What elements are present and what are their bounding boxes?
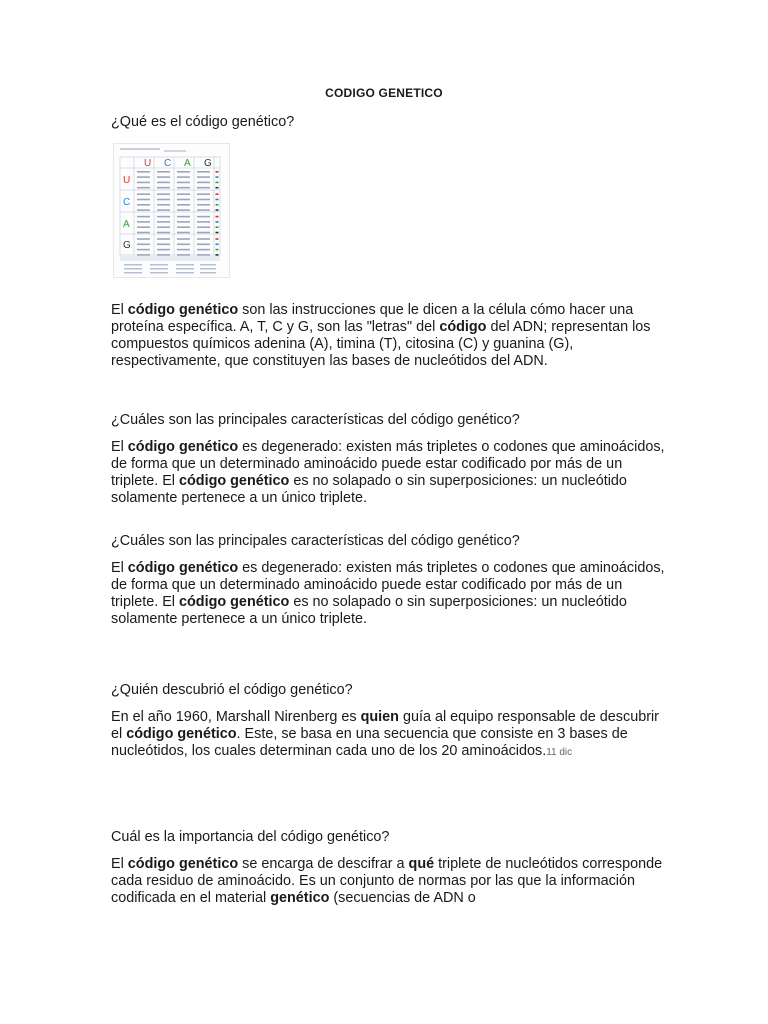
codon-cell-text [137, 182, 150, 184]
codon-right-letter [216, 249, 219, 251]
codon-right-letter [216, 193, 219, 195]
codon-cell-text [197, 238, 210, 240]
codon-cell-text [197, 209, 210, 211]
codon-cell-text [137, 226, 150, 228]
codon-cell-text [157, 232, 170, 234]
question-importance: Cuál es la importancia del código genético? [111, 829, 390, 845]
codon-right-letter [216, 216, 219, 218]
codon-cell-text [177, 176, 190, 178]
codon-right-letter [216, 171, 219, 173]
codon-cell-text [157, 171, 170, 173]
codon-cell-text [137, 254, 150, 256]
codon-cell-text [137, 187, 150, 189]
codon-cell-text [177, 199, 190, 201]
codon-cell-text [157, 204, 170, 206]
codon-cell-text [137, 171, 150, 173]
codon-cell-text [157, 209, 170, 211]
codon-cell-text [197, 187, 210, 189]
codon-cell-text [177, 193, 190, 195]
codon-cell-text [157, 238, 170, 240]
codon-top-letter: A [184, 158, 191, 169]
codon-cell-text [137, 221, 150, 223]
codon-cell-text [177, 182, 190, 184]
codon-cell-text [197, 244, 210, 246]
codon-cell-text [137, 238, 150, 240]
question-characteristics-2: ¿Cuáles son las principales características del código genético? [111, 533, 520, 549]
codon-cell-text [177, 238, 190, 240]
paragraph-definition: El código genético son las instrucciones que le dicen a la célula cómo hacer una proteína específica. A, T, C y G, son las "letras" del código del ADN; representan los compuestos químicos adenina (A), timina (T), citosina (C) y guanina (G), respectivamente, que constituyen las bases de nucleótidos del ADN. [111, 302, 651, 369]
codon-cell-text [157, 254, 170, 256]
codon-cell-text [197, 199, 210, 201]
paragraph-characteristics-1: El código genético es degenerado: existen más tripletes o codones que aminoácidos, de forma que un determinado aminoácido puede estar codificado por más de un triplete. El código genético es no solapado o sin superposiciones: un nucleótido solamente pertenece a un único triplete. [111, 439, 665, 506]
codon-cell-text [137, 216, 150, 218]
codon-right-letter [216, 187, 219, 189]
codon-cell-text [157, 193, 170, 195]
codon-cell-text [157, 226, 170, 228]
codon-cell-text [197, 232, 210, 234]
codon-cell-text [177, 249, 190, 251]
codon-cell-text [137, 193, 150, 195]
question-characteristics-1: ¿Cuáles son las principales características del código genético? [111, 412, 520, 428]
codon-right-letter [216, 254, 219, 256]
date-note: 11 dic [546, 747, 573, 758]
codon-cell-text [197, 193, 210, 195]
codon-cell-text [137, 209, 150, 211]
codon-right-letter [216, 176, 219, 178]
codon-table-image [113, 143, 230, 278]
codon-right-letter [216, 182, 219, 184]
codon-left-letter: C [123, 197, 131, 208]
codon-cell-text [157, 199, 170, 201]
codon-cell-text [197, 226, 210, 228]
codon-right-letter [216, 204, 219, 206]
codon-cell-text [197, 171, 210, 173]
codon-cell-text [197, 182, 210, 184]
codon-cell-text [177, 254, 190, 256]
question-who-discovered: ¿Quién descubrió el código genético? [111, 682, 353, 698]
codon-left-letter: A [123, 219, 130, 230]
codon-cell-text [157, 249, 170, 251]
codon-right-letter [216, 232, 219, 234]
codon-cell-text [177, 216, 190, 218]
codon-right-letter [216, 221, 219, 223]
codon-table-graphic [114, 144, 229, 277]
codon-cell-text [177, 187, 190, 189]
codon-cell-text [137, 232, 150, 234]
codon-right-letter [216, 238, 219, 240]
codon-left-letter: U [123, 175, 131, 186]
paragraph-characteristics-2: El código genético es degenerado: existen más tripletes o codones que aminoácidos, de forma que un determinado aminoácido puede estar codificado por más de un triplete. El código genético es no solapado o sin superposiciones: un nucleótido solamente pertenece a un único triplete. [111, 560, 665, 627]
codon-left-letter: G [123, 240, 131, 251]
paragraph-importance: El código genético se encarga de descifrar a qué triplete de nucleótidos corresponde cada residuo de aminoácido. Es un conjunto de normas por las que la información codificada en el material genético (secuencias de ADN o [111, 856, 663, 906]
codon-cell-text [177, 209, 190, 211]
codon-cell-text [137, 199, 150, 201]
codon-top-letter: G [204, 158, 212, 169]
codon-cell-text [137, 244, 150, 246]
document-title: CODIGO GENETICO [325, 86, 443, 100]
codon-cell-text [157, 216, 170, 218]
codon-right-letter [216, 244, 219, 246]
codon-cell-text [137, 249, 150, 251]
codon-cell-text [157, 221, 170, 223]
codon-cell-text [177, 232, 190, 234]
codon-cell-text [137, 176, 150, 178]
codon-cell-text [157, 176, 170, 178]
codon-cell-text [177, 221, 190, 223]
codon-cell-text [197, 176, 210, 178]
question-what-is: ¿Qué es el código genético? [111, 114, 295, 130]
paragraph-discovery: En el año 1960, Marshall Nirenberg es quien guía al equipo responsable de descubrir el código genético. Este, se basa en una secuencia que consiste en 3 bases de nucleótidos, los cuales determinan cada uno de los 20 aminoácidos.11 dic [111, 709, 659, 759]
codon-right-letter [216, 226, 219, 228]
codon-cell-text [197, 249, 210, 251]
codon-cell-text [157, 182, 170, 184]
codon-cell-text [177, 171, 190, 173]
codon-cell-text [177, 204, 190, 206]
codon-cell-text [197, 221, 210, 223]
codon-cell-text [197, 204, 210, 206]
codon-right-letter [216, 199, 219, 201]
codon-cell-text [197, 254, 210, 256]
codon-cell-text [157, 244, 170, 246]
codon-cell-text [137, 204, 150, 206]
codon-cell-text [177, 226, 190, 228]
codon-top-letter: U [144, 158, 152, 169]
codon-right-letter [216, 209, 219, 211]
codon-cell-text [177, 244, 190, 246]
codon-cell-text [197, 216, 210, 218]
codon-top-letter: C [164, 158, 172, 169]
codon-cell-text [157, 187, 170, 189]
